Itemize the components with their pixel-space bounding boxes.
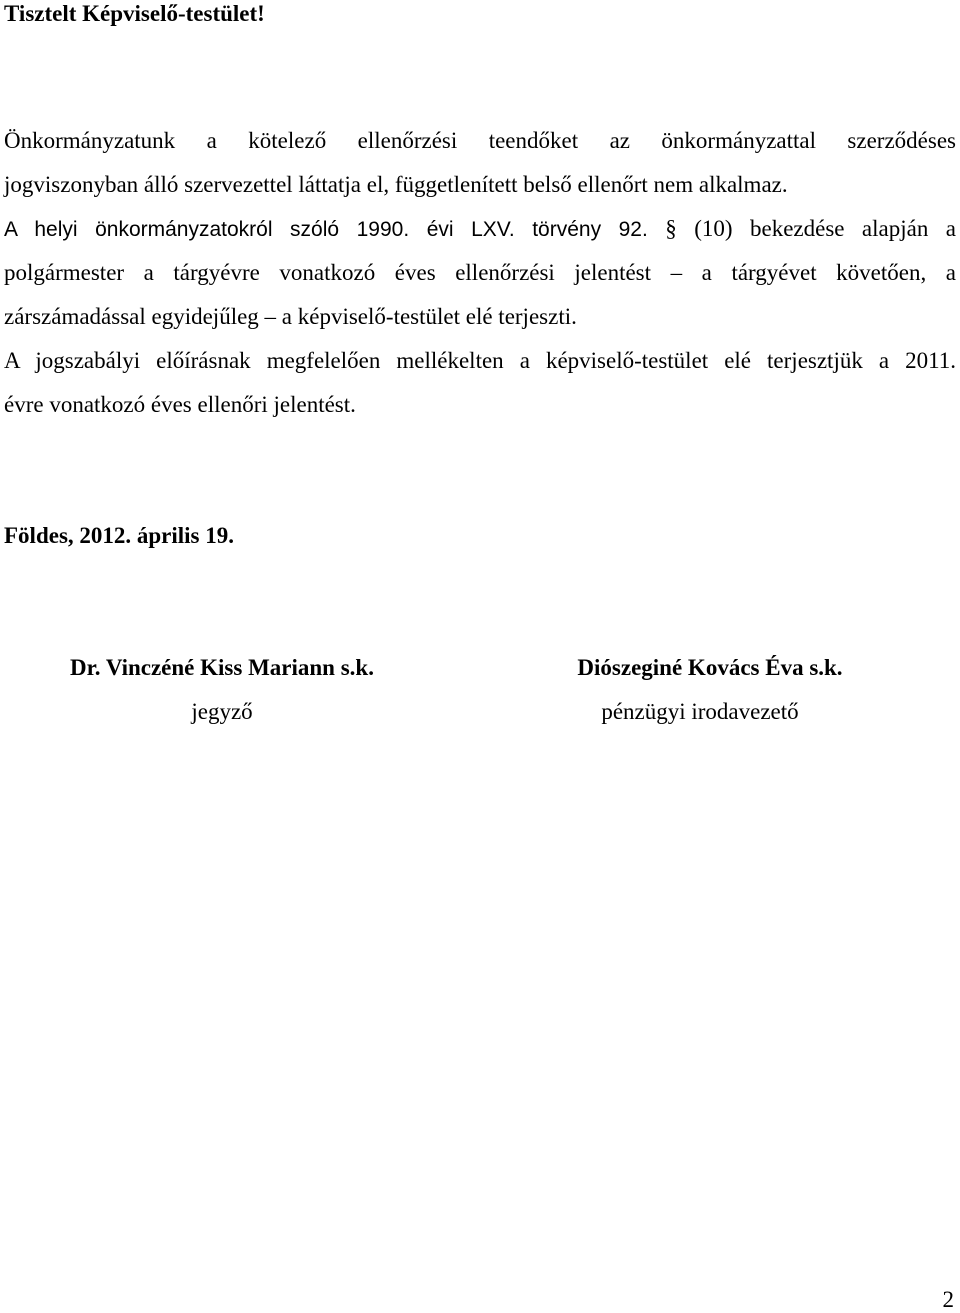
salutation: Tisztelt Képviselő-testület! <box>4 1 265 26</box>
paragraph-1-line-1: Önkormányzatunk a kötelező ellenőrzési teendőket az önkormányzattal szerződéses <box>4 128 956 153</box>
law-reference: A helyi önkormányzatokról szóló 1990. évi LXV. törvény 92. <box>4 218 648 241</box>
signature-role-notary: jegyző <box>191 699 253 724</box>
signature-name-finance: Diószeginé Kovács Éva s.k. <box>577 655 843 680</box>
signature-name-notary: Dr. Vinczéné Kiss Mariann s.k. <box>70 655 374 680</box>
paragraph-3-line-2: évre vonatkozó éves ellenőri jelentést. <box>4 392 356 417</box>
paragraph-3-line-1: A jogszabályi előírásnak megfelelően mellékelten a képviselő-testület elé terjesztjük a 2011. <box>4 348 956 373</box>
signature-role-finance: pénzügyi irodavezető <box>601 699 799 724</box>
paragraph-1-line-2: jogviszonyban álló szervezettel láttatja el, függetlenített belső ellenőrt nem alkalmaz. <box>4 172 788 197</box>
date-line: Földes, 2012. április 19. <box>4 523 235 548</box>
paragraph-2-line-3: zárszámadással egyidejűleg – a képviselő-testület elé terjeszti. <box>4 304 577 329</box>
page-number: 2 <box>942 1287 954 1312</box>
paragraph-2-line-2: polgármester a tárgyévre vonatkozó éves ellenőrzési jelentést – a tárgyévet követően, a <box>4 260 956 285</box>
law-paragraph: § (10) bekezdése alapján a <box>665 216 956 241</box>
paragraph-2-line-1 <box>4 215 956 244</box>
